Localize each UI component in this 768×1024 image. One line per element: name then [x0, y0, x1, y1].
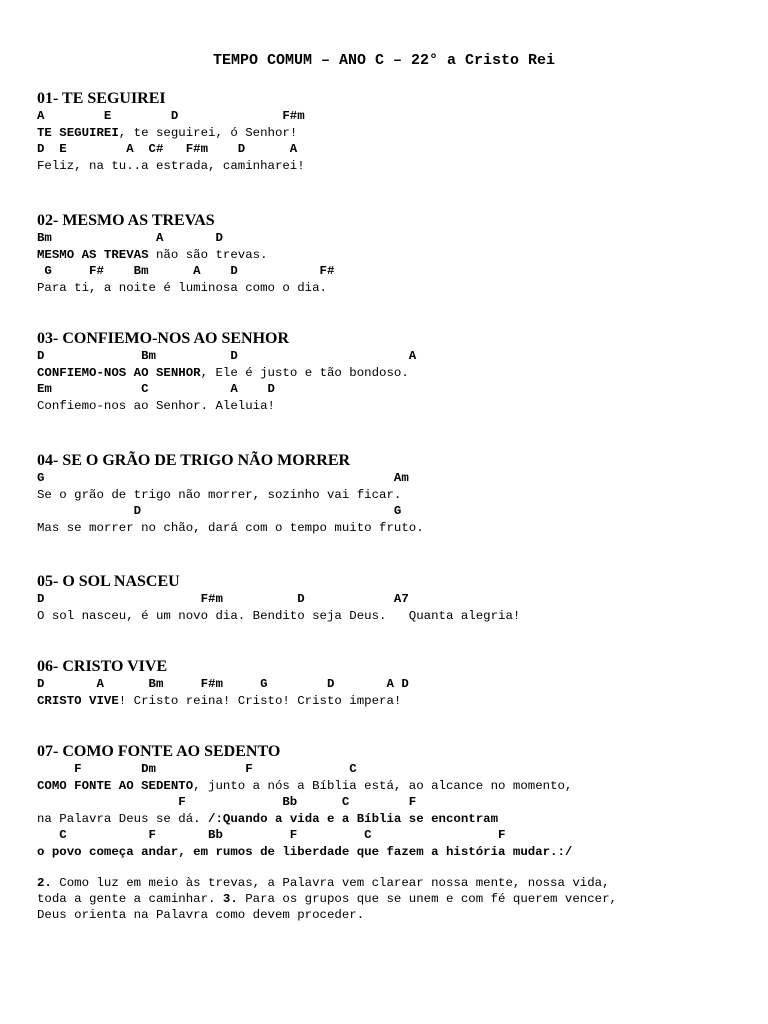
lyric-line — [37, 365, 737, 382]
lyric-text: Feliz, na tu..a estrada, caminharei! — [37, 158, 305, 173]
lyric-text: ! Cristo reina! Cristo! Cristo impera! — [118, 693, 402, 708]
chord-line: F Dm F C — [37, 762, 357, 776]
lyric-text: na Palavra Deus se dá. — [37, 811, 209, 826]
lyric-line — [37, 247, 737, 264]
extra-verses — [37, 875, 737, 923]
lyric-emphasis: COMO FONTE AO SEDENTO — [37, 778, 194, 793]
lyric-emphasis: /:Quando a vida e a Bíblia se encontram — [208, 811, 499, 826]
song-title: 03- CONFIEMO-NOS AO SENHOR — [37, 330, 290, 347]
lyric-text: Mas se morrer no chão, dará com o tempo muito fruto. — [37, 520, 424, 535]
lyric-emphasis: CONFIEMO-NOS AO SENHOR — [37, 365, 201, 380]
lyric-line — [37, 520, 737, 537]
lyric-text: Se o grão de trigo não morrer, sozinho vai ficar. — [37, 487, 402, 502]
song-block — [37, 450, 737, 536]
lyric-emphasis: o povo começa andar, em rumos de liberdade que fazem a história mudar.:/ — [37, 844, 573, 859]
lyric-text: , Ele é justo e tão bondoso. — [200, 365, 409, 380]
chord-line: Em C A D — [37, 382, 275, 396]
lyric-emphasis: TE SEGUIREI — [37, 125, 119, 140]
lyric-line — [37, 844, 737, 861]
song-title: 06- CRISTO VIVE — [37, 658, 168, 675]
chord-line: D Bm D A — [37, 349, 417, 363]
song-title: 02- MESMO AS TREVAS — [37, 212, 215, 229]
song-title: 07- COMO FONTE AO SEDENTO — [37, 743, 281, 760]
lyric-emphasis: MESMO AS TREVAS — [37, 247, 149, 262]
song-block — [37, 741, 737, 860]
verse-text: toda a gente a caminhar. — [37, 892, 223, 906]
chord-line: D F#m D A7 — [37, 592, 409, 606]
verse-number: 3. — [222, 892, 238, 906]
chord-line: D A Bm F#m G D A D — [37, 677, 409, 691]
lyric-line — [37, 158, 737, 175]
lyric-text: , te seguirei, ó Senhor! — [118, 125, 298, 140]
chord-line: G F# Bm A D F# — [37, 264, 335, 278]
chord-line: C F Bb F C F — [37, 828, 506, 842]
lyric-line — [37, 487, 737, 504]
lyric-line — [37, 778, 737, 795]
lyric-line — [37, 125, 737, 142]
chord-line: G Am — [37, 471, 409, 485]
lyric-text: Para ti, a noite é luminosa como o dia. — [37, 280, 327, 295]
song-title: 05- O SOL NASCEU — [37, 573, 180, 590]
song-block — [37, 571, 737, 624]
chord-line: D E A C# F#m D A — [37, 142, 298, 156]
chord-line: D G — [37, 504, 402, 518]
chord-line: A E D F#m — [37, 109, 305, 123]
chord-line: Bm A D — [37, 231, 223, 245]
lyric-line — [37, 398, 737, 415]
lyric-text: Confiemo-nos ao Senhor. Aleluia! — [37, 398, 275, 413]
lyric-line — [37, 693, 737, 710]
song-title: 04- SE O GRÃO DE TRIGO NÃO MORRER — [37, 452, 351, 469]
lyric-text: O sol nasceu, é um novo dia. Bendito seja Deus. Quanta alegria! — [37, 608, 521, 623]
lyric-text: não são trevas. — [148, 247, 268, 262]
song-block — [37, 88, 737, 174]
lyric-line — [37, 608, 737, 625]
chord-line: F Bb C F — [37, 795, 417, 809]
song-block — [37, 328, 737, 414]
lyric-text: , junto a nós a Bíblia está, ao alcance no momento, — [193, 778, 573, 793]
page-title: TEMPO COMUM – ANO C – 22° a Cristo Rei — [212, 52, 556, 69]
verse-text: Para os grupos que se unem e com fé querem vencer, — [237, 892, 617, 906]
verse-line — [37, 907, 737, 923]
verse-line — [37, 891, 737, 907]
verse-text: Como luz em meio às trevas, a Palavra vem clarear nossa mente, nossa vida, — [51, 876, 610, 890]
song-title: 01- TE SEGUIREI — [37, 90, 166, 107]
verse-line — [37, 875, 737, 891]
lyric-emphasis: CRISTO VIVE — [37, 693, 119, 708]
verse-number: 2. — [37, 876, 52, 890]
lyric-line — [37, 811, 737, 828]
verse-text: Deus orienta na Palavra como devem proceder. — [37, 908, 365, 922]
lyric-line — [37, 280, 737, 297]
song-block — [37, 656, 737, 709]
song-block — [37, 210, 737, 296]
